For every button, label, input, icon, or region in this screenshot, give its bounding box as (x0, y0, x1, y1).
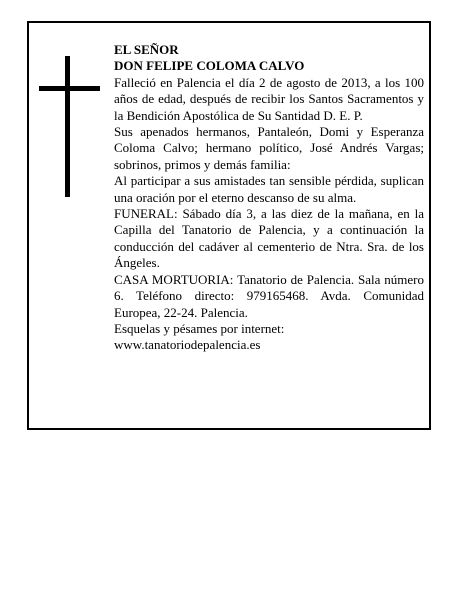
notice-heading-title: EL SEÑOR (114, 42, 179, 57)
prayer-request-paragraph: Al participar a sus amistades tan sensible pérdida, suplican una oración por el eterno descanso de su alma. (114, 173, 424, 205)
funeral-paragraph: FUNERAL: Sábado día 3, a las diez de la mañana, en la Capilla del Tanatorio de Palencia, y a continuación la conducción del cadáver al cementerio de Ntra. Sra. de los Ángeles. (114, 206, 424, 271)
website-line: www.tanatoriodepalencia.es (114, 337, 261, 353)
mortuary-paragraph: CASA MORTUORIA: Tanatorio de Palencia. Sala número 6. Teléfono directo: 979165468. Avda. Comunidad Europea, 22-24. Palencia. (114, 271, 424, 320)
notice-heading-name: DON FELIPE COLOMA CALVO (114, 58, 305, 74)
internet-condolences-line: Esquelas y pésames por internet: (114, 320, 285, 336)
cross-vertical-bar (65, 56, 70, 197)
death-announcement-paragraph: Falleció en Palencia el día 2 de agosto de 2013, a los 100 años de edad, después de recibir los Santos Sacramentos y la Bendición Apostólica de Su Santidad D. E. P. (114, 74, 424, 123)
cross-horizontal-bar (39, 86, 100, 91)
family-paragraph: Sus apenados hermanos, Pantaleón, Domi y Esperanza Coloma Calvo; hermano político, José Andrés Vargas; sobrinos, primos y demás familia: (114, 124, 424, 172)
notice-text (114, 42, 424, 354)
obituary-notice (27, 21, 431, 430)
